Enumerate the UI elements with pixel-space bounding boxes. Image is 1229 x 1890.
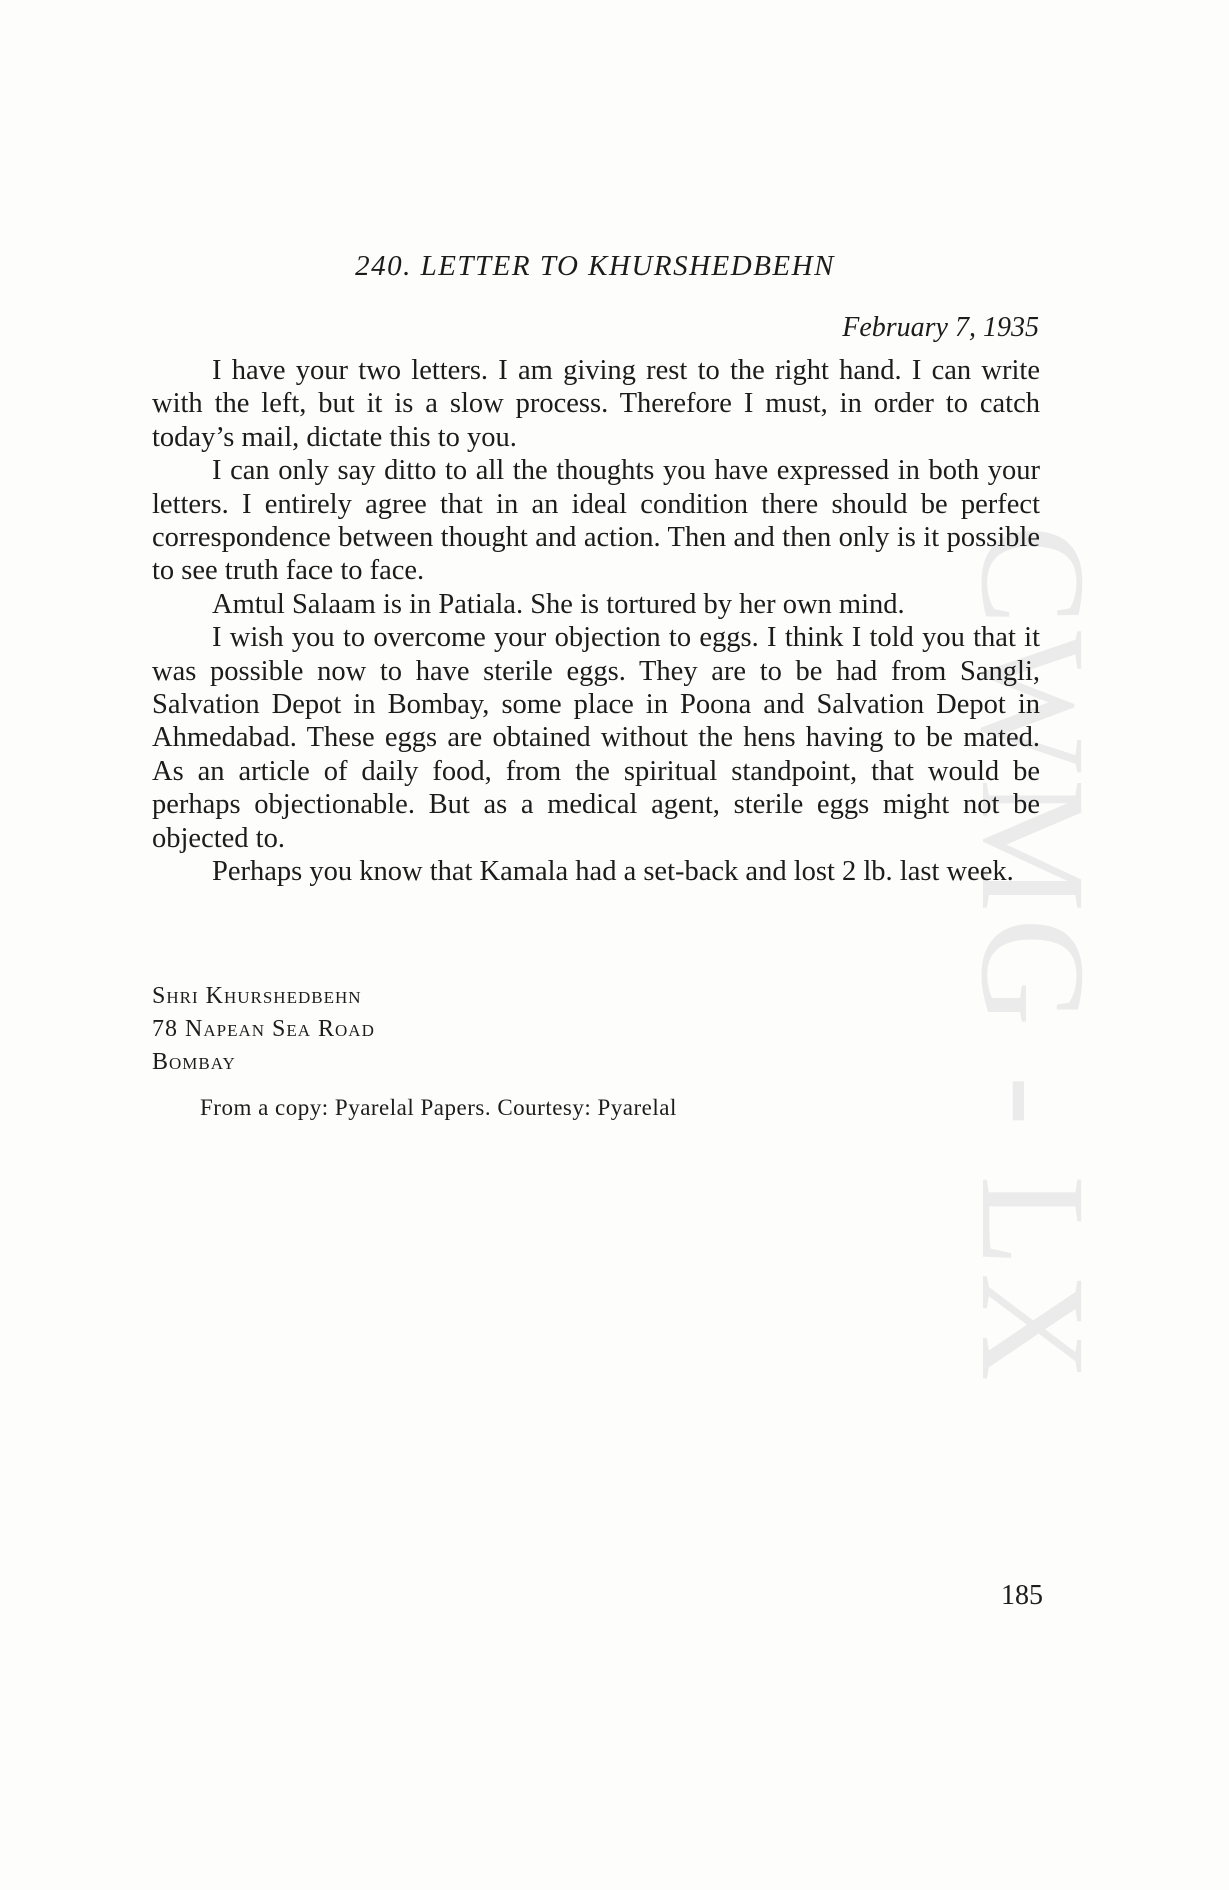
paragraph: I wish you to overcome your objection to eggs. I think I told you that it was possible now to have sterile eggs. They are to be had from Sangli, Salvation Depot in Bombay, some place in Poona and Salvation Depot in Ahmedabad. These eggs are obtained without the hens having to be mated. As an article of daily food, from the spiritual standpoint, that would be perhaps objectionable. But as a medical agent, sterile eggs might not be objected to. [152, 622, 1040, 854]
recipient-address [152, 980, 375, 1079]
address-line-street: 78 Napean Sea Road [152, 1016, 375, 1042]
letter-title: 240. LETTER TO KHURSHEDBEHN [355, 250, 835, 282]
address-line-city: Bombay [152, 1049, 236, 1075]
page-number: 185 [1001, 1580, 1043, 1611]
letter-date: February 7, 1935 [842, 312, 1039, 343]
paragraph: I have your two letters. I am giving rest to the right hand. I can write with the left, but it is a slow process. Therefore I must, in order to catch today’s mail, dictate this to you. [152, 355, 1040, 453]
paragraph: I can only say ditto to all the thoughts you have expressed in both your letters. I entirely agree that in an ideal condition there should be perfect correspondence between thought and action. Then and then only is it possible to see truth face to face. [152, 455, 1040, 587]
source-note: From a copy: Pyarelal Papers. Courtesy: Pyarelal [200, 1095, 677, 1120]
letter-body [152, 354, 1040, 889]
paragraph: Amtul Salaam is in Patiala. She is tortured by her own mind. [212, 588, 905, 620]
paragraph: Perhaps you know that Kamala had a set-back and lost 2 lb. last week. [212, 856, 1014, 888]
watermark-text: CWMG - LX [950, 525, 1116, 1388]
address-line-name: Shri Khurshedbehn [152, 983, 362, 1009]
